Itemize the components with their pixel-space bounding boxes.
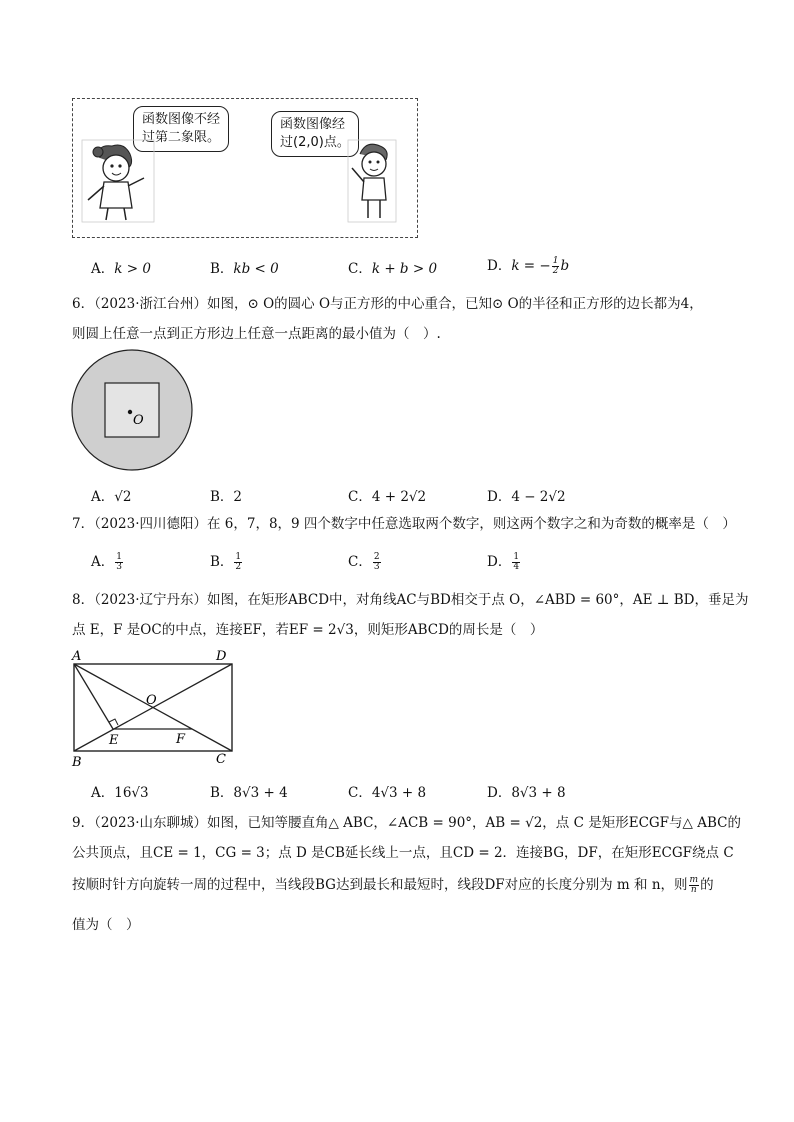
q8-option-d[interactable] xyxy=(487,781,566,801)
q8-option-b-expr: 8√3 + 4 xyxy=(233,785,288,801)
q7-option-d-num: 1 xyxy=(513,552,520,562)
q9-text-line3 xyxy=(72,875,714,895)
q8-option-c[interactable] xyxy=(348,781,426,801)
q8-text-line2: 点 E，F 是OC的中点，连接EF，若EF = 2√3，则矩形ABCD的周长是（ ） xyxy=(72,622,544,638)
q5-option-b-label: B． xyxy=(210,261,234,277)
q5-option-c-expr: k + b > 0 xyxy=(371,261,438,277)
q5-option-d-prefix: k = − xyxy=(511,258,551,274)
q8-text-line1: 8．（2023·辽宁丹东）如图，在矩形ABCD中，对角线AC与BD相交于点 O，∠ABD = 60°，AE ⊥ BD，垂足为 xyxy=(72,592,749,608)
q8-rectangle-figure xyxy=(66,644,248,770)
q5-option-d-num: 1 xyxy=(552,256,559,266)
q9-text-line2: 公共顶点，且CE = 1，CG = 3；点 D 是CB延长线上一点，且CD = 2．连接BG，DF，在矩形ECGF绕点 C xyxy=(72,845,734,861)
q7-option-d-den: 4 xyxy=(513,562,520,572)
q6-option-c[interactable] xyxy=(348,485,426,505)
q8-label-c: C xyxy=(216,752,226,767)
boy-cartoon-figure xyxy=(344,138,400,224)
q8-option-d-expr: 8√3 + 8 xyxy=(511,785,566,801)
q6-text-line1: 6．（2023·浙江台州）如图，⊙ O的圆心 O与正方形的中心重合，已知⊙ O的半径和正方形的边长都为4， xyxy=(72,296,703,312)
q8-option-c-expr: 4√3 + 8 xyxy=(371,785,427,801)
q9-fraction-m-over-n xyxy=(689,876,700,895)
q5-option-d[interactable] xyxy=(487,254,569,276)
q7-option-d[interactable] xyxy=(487,550,521,572)
q9-fraction-den: n xyxy=(690,885,697,895)
q6-option-b-expr: 2 xyxy=(233,489,243,505)
q5-option-d-fraction xyxy=(552,257,560,276)
q7-option-c-label: C． xyxy=(348,554,372,570)
q8-option-d-label: D． xyxy=(487,785,512,801)
q9-fraction-num: m xyxy=(689,875,699,885)
q9-text-line3-end: 的 xyxy=(700,877,714,893)
q5-option-b-expr: kb < 0 xyxy=(233,261,279,277)
q5-option-a-label: A． xyxy=(91,261,115,277)
q6-option-d[interactable] xyxy=(487,485,566,505)
q7-option-a-den: 3 xyxy=(116,562,122,572)
q9-text-line4: 值为（ ） xyxy=(72,917,140,933)
bubble-left-line1: 函数图像不经 xyxy=(142,112,221,127)
bubble-right-line2: 过(2,0)点。 xyxy=(280,135,350,150)
q8-label-o: O xyxy=(146,693,157,708)
q8-label-f: F xyxy=(176,732,186,747)
q8-option-b[interactable] xyxy=(210,781,288,801)
q8-option-c-label: C． xyxy=(348,785,372,801)
q7-option-d-fraction xyxy=(512,553,520,572)
q7-option-c-num: 2 xyxy=(373,552,380,562)
bubble-left-line2: 过第二象限。 xyxy=(142,130,221,145)
q8-label-a: A xyxy=(72,649,82,664)
q7-option-a-fraction xyxy=(115,553,123,572)
q5-option-d-suffix: b xyxy=(560,258,570,274)
q6-option-a-expr: √2 xyxy=(114,489,132,505)
q6-option-c-label: C． xyxy=(348,489,372,505)
q7-option-d-label: D． xyxy=(487,554,512,570)
q5-option-b[interactable] xyxy=(210,257,279,277)
q8-label-e: E xyxy=(109,733,119,748)
q6-circle-square-figure xyxy=(70,348,194,472)
q7-option-a-label: A． xyxy=(91,554,115,570)
q6-option-d-expr: 4 − 2√2 xyxy=(511,489,566,505)
q8-option-a[interactable] xyxy=(91,781,149,801)
q7-option-b-fraction xyxy=(234,553,242,572)
q7-option-c-den: 3 xyxy=(373,562,380,572)
q6-option-a[interactable] xyxy=(91,485,131,505)
q7-option-c[interactable] xyxy=(348,550,382,572)
q9-text-line1: 9．（2023·山东聊城）如图，已知等腰直角△ ABC，∠ACB = 90°，AB = √2，点 C 是矩形ECGF与△ ABC的 xyxy=(72,815,741,831)
q7-option-b-den: 2 xyxy=(235,562,242,572)
q8-option-a-label: A． xyxy=(91,785,115,801)
q7-option-b-label: B． xyxy=(210,554,234,570)
q8-label-b: B xyxy=(72,755,82,770)
q5-option-a[interactable] xyxy=(91,257,151,277)
q6-option-d-label: D． xyxy=(487,489,512,505)
q6-text-line2: 则圆上任意一点到正方形边上任意一点距离的最小值为（ ）. xyxy=(72,326,441,342)
q9-text-line3-main: 按顺时针方向旋转一周的过程中，当线段BG达到最长和最短时，线段DF对应的长度分别为 m 和 n，则 xyxy=(72,877,688,893)
q6-option-b[interactable] xyxy=(210,485,242,505)
q7-text-line1: 7．（2023·四川德阳）在 6，7，8，9 四个数字中任意选取两个数字，则这两个数字之和为奇数的概率是（ ） xyxy=(72,516,736,532)
q6-center-point xyxy=(128,410,132,414)
q7-option-b[interactable] xyxy=(210,550,243,572)
q5-option-d-label: D． xyxy=(487,258,512,274)
q5-option-d-den: 2 xyxy=(552,266,559,276)
q8-option-b-label: B． xyxy=(210,785,234,801)
q8-segment-ae xyxy=(74,664,113,729)
q6-label-o: O xyxy=(133,413,144,428)
q6-option-a-label: A． xyxy=(91,489,115,505)
q6-option-b-label: B． xyxy=(210,489,234,505)
q5-option-c[interactable] xyxy=(348,257,437,277)
q8-option-a-expr: 16√3 xyxy=(114,785,149,801)
bubble-right-line1: 函数图像经 xyxy=(280,117,346,132)
q7-option-b-num: 1 xyxy=(235,552,242,562)
q6-option-c-expr: 4 + 2√2 xyxy=(371,489,427,505)
girl-cartoon-figure xyxy=(78,138,158,224)
q7-option-a-num: 1 xyxy=(116,552,122,562)
q7-option-c-fraction xyxy=(373,553,381,572)
q5-option-a-expr: k > 0 xyxy=(114,261,151,277)
q8-label-d: D xyxy=(216,649,227,664)
q7-option-a[interactable] xyxy=(91,550,124,572)
q6-square xyxy=(105,383,159,437)
q5-option-c-label: C． xyxy=(348,261,372,277)
